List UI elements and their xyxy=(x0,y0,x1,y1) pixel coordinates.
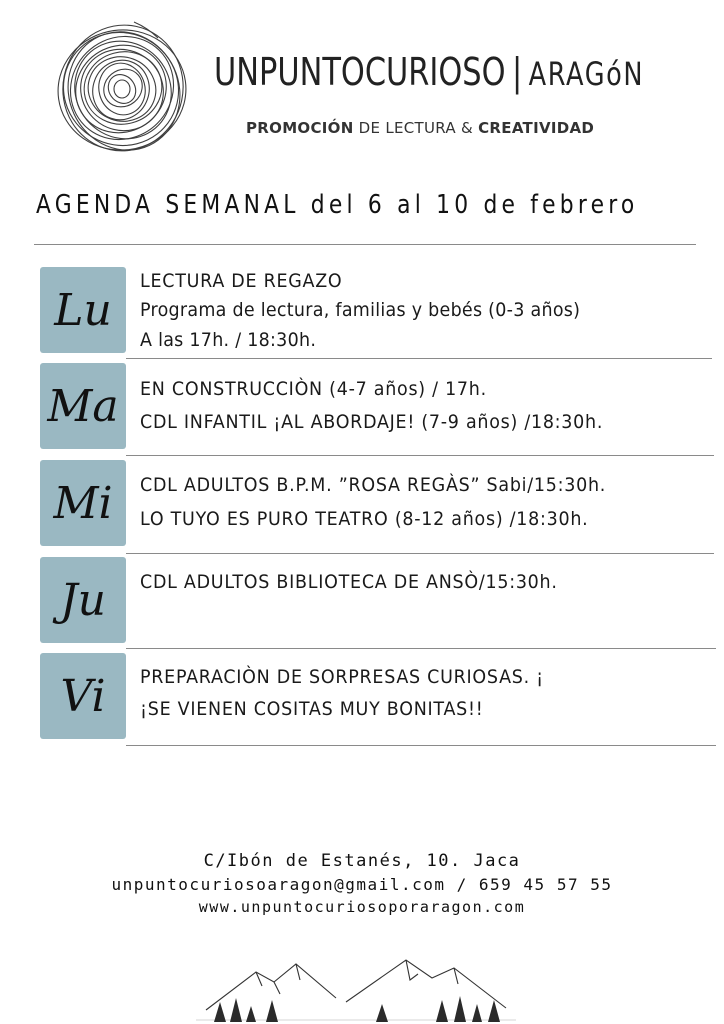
brand-region: ARAGóN xyxy=(528,55,645,93)
monday-divider xyxy=(126,358,712,359)
mountains-trees-icon xyxy=(196,950,516,1024)
tuesday-divider xyxy=(126,455,714,456)
brand-separator: | xyxy=(511,50,523,94)
monday-line-1: LECTURA DE REGAZO xyxy=(140,270,343,292)
monday-line-2: Programa de lectura, familias y bebés (0-3 años) xyxy=(140,299,581,321)
tuesday-line-1: EN CONSTRUCCIÒN (4-7 años) / 17h. xyxy=(140,378,487,400)
wednesday-line-1: CDL ADULTOS B.P.M. ”ROSA REGÀS” Sabi/15:30h. xyxy=(140,474,607,496)
thursday-line-1: CDL ADULTOS BIBLIOTECA DE ANSÒ/15:30h. xyxy=(140,571,558,593)
day-badge-wednesday: Mi xyxy=(40,460,126,546)
tagline-bold-2: CREATIVIDAD xyxy=(478,119,595,137)
footer-address: C/Ibón de Estanés, 10. Jaca xyxy=(203,851,521,871)
brand-name xyxy=(214,50,644,94)
tagline xyxy=(246,119,594,137)
footer-contact: unpuntocuriosoaragon@gmail.com / 659 45 57 55 xyxy=(111,875,613,894)
agenda-title: AGENDA SEMANAL del 6 al 10 de febrero xyxy=(36,190,639,220)
wednesday-divider xyxy=(126,553,714,554)
tagline-bold-1: PROMOCIÓN xyxy=(246,119,354,137)
day-badge-monday: Lu xyxy=(40,267,126,353)
brand-title: UNPUNTOCURIOSO xyxy=(214,50,506,94)
day-badge-tuesday: Ma xyxy=(40,363,126,449)
friday-divider xyxy=(126,745,716,746)
day-badge-thursday: Ju xyxy=(40,557,126,643)
thursday-divider xyxy=(126,648,716,649)
day-badge-friday: Vi xyxy=(40,653,126,739)
wednesday-line-2: LO TUYO ES PURO TEATRO (8-12 años) /18:30h. xyxy=(140,508,589,530)
footer-website: www.unpuntocuriosoporaragon.com xyxy=(198,898,526,916)
title-divider xyxy=(34,244,696,245)
friday-line-2: ¡SE VIENEN COSITAS MUY BONITAS!! xyxy=(140,698,484,720)
friday-line-1: PREPARACIÒN DE SORPRESAS CURIOSAS. ¡ xyxy=(140,666,544,688)
monday-line-3: A las 17h. / 18:30h. xyxy=(140,329,317,351)
tuesday-line-2: CDL INFANTIL ¡AL ABORDAJE! (7-9 años) /18:30h. xyxy=(140,411,604,433)
scribble-circle-logo-icon xyxy=(52,18,192,158)
tagline-mid: DE LECTURA & xyxy=(353,119,479,137)
